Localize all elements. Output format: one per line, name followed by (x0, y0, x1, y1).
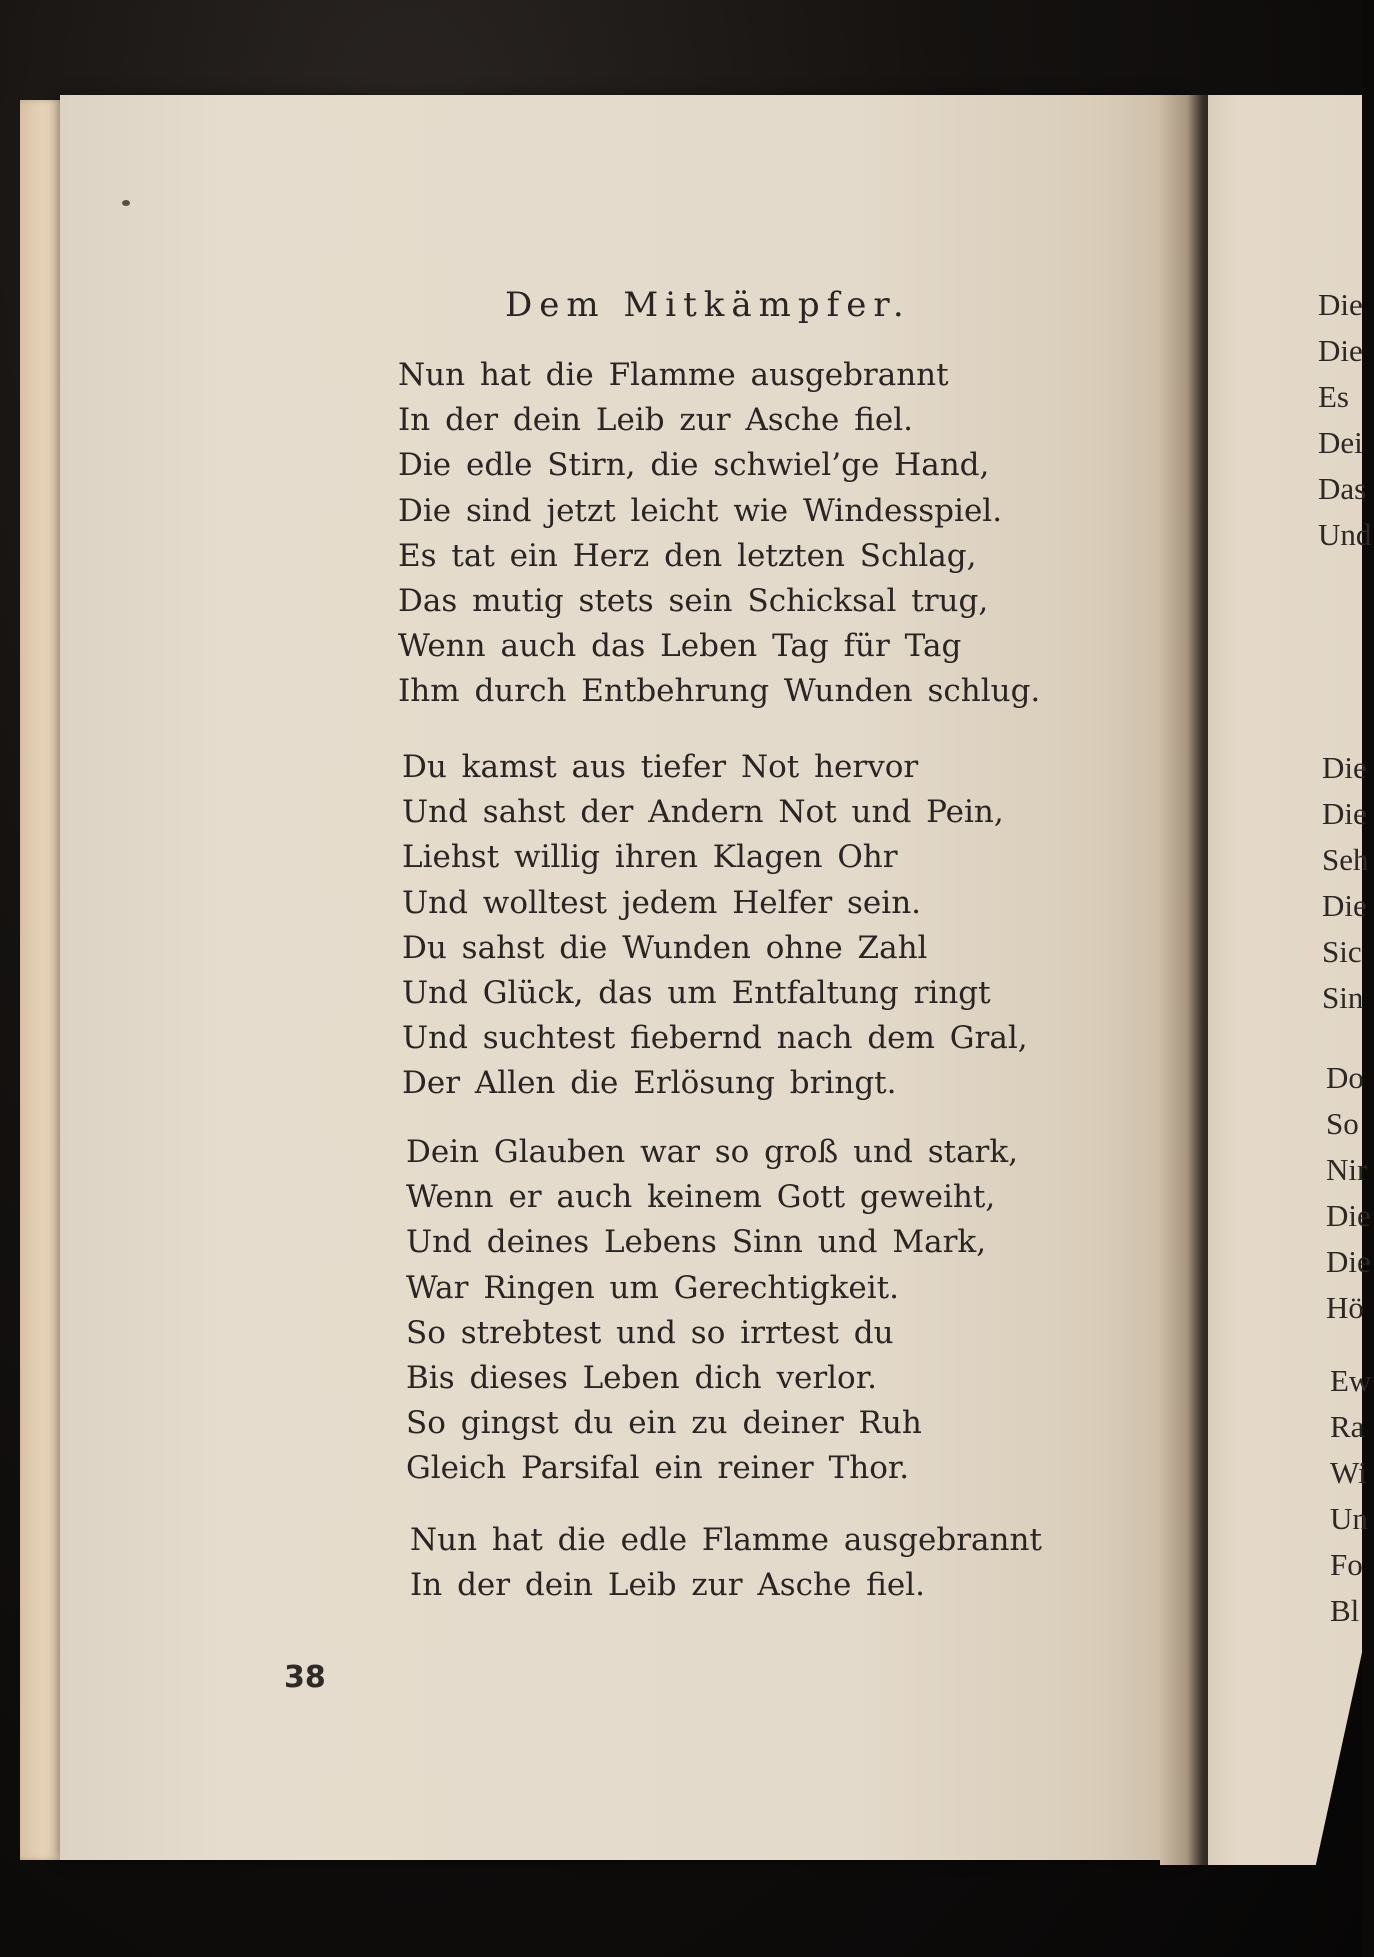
fragment-line: Ew (1330, 1363, 1372, 1398)
fragment-line: Das (1318, 471, 1367, 506)
fragment-line: Die (1322, 796, 1367, 831)
poem-line: Die edle Stirn, die schwiel’ge Hand, (398, 447, 990, 484)
fragment-line: Die (1326, 1198, 1371, 1233)
fragment-line: Fo (1330, 1547, 1363, 1582)
poem-line: Nun hat die Flamme ausgebrannt (398, 357, 949, 393)
right-page-fragment-block (1326, 1055, 1370, 1331)
stanza-1 (398, 353, 1118, 715)
fragment-line: Wi (1330, 1455, 1367, 1490)
fragment-line: Die (1318, 333, 1363, 368)
poem-line: Es tat ein Herz den letzten Schlag, (398, 537, 977, 574)
poem-line: Du kamst aus tiefer Not hervor (402, 749, 919, 785)
poem-line: Der Allen die Erlösung bringt. (402, 1065, 897, 1102)
poem-line: In der dein Leib zur Asche fiel. (398, 402, 913, 439)
poem-line: Wenn auch das Leben Tag für Tag (398, 628, 962, 665)
fragment-line: Es (1318, 379, 1349, 414)
stanza-3 (406, 1130, 1126, 1492)
poem-line: Du sahst die Wunden ohne Zahl (402, 929, 928, 966)
poem-line: Und suchtest fiebernd nach dem Gral, (402, 1020, 1028, 1057)
fragment-line: Seh (1322, 842, 1369, 877)
fragment-line: Bl (1330, 1593, 1360, 1628)
stanza-4 (410, 1518, 1130, 1608)
right-page-fragment-block (1322, 745, 1369, 1021)
poem-line: Nun hat die edle Flamme ausgebrannt (410, 1522, 1042, 1558)
stanza-2 (402, 745, 1122, 1107)
fragment-line: Die (1322, 750, 1367, 785)
fragment-line: So (1326, 1106, 1359, 1141)
poem-line: Ihm durch Entbehrung Wunden schlug. (398, 673, 1041, 710)
poem-line: Die sind jetzt leicht wie Windesspiel. (398, 492, 1003, 529)
fragment-line: Und (1318, 517, 1372, 552)
poem-line: Und sahst der Andern Not und Pein, (402, 794, 1004, 831)
poem-line: Liehst willig ihren Klagen Ohr (402, 839, 898, 876)
fragment-line: Die (1326, 1244, 1371, 1279)
fragment-line: Nir (1326, 1152, 1368, 1187)
poem-line: Bis dieses Leben dich verlor. (406, 1360, 877, 1397)
poem-line: Das mutig stets sein Schicksal trug, (398, 583, 989, 620)
fragment-line: Sic (1322, 934, 1362, 969)
ink-mark (122, 200, 130, 206)
fragment-line: Die (1322, 888, 1367, 923)
fragment-line: Hö (1326, 1290, 1364, 1325)
poem-line: So gingst du ein zu deiner Ruh (406, 1405, 922, 1442)
poem-line: Und Glück, das um Entfaltung ringt (402, 975, 991, 1012)
poem-line: In der dein Leib zur Asche fiel. (410, 1567, 925, 1604)
poem-line: Und wolltest jedem Helfer sein. (402, 884, 922, 921)
page-number: 38 (284, 1660, 326, 1695)
poem-title: Dem Mitkämpfer. (505, 285, 911, 325)
poem-line: Wenn er auch keinem Gott geweiht, (406, 1179, 996, 1216)
fragment-line: Sin (1322, 980, 1364, 1015)
fragment-line: Ra (1330, 1409, 1365, 1444)
poem-line: So strebtest und so irrtest du (406, 1314, 894, 1351)
right-page-fragment-block (1318, 282, 1372, 558)
fragment-line: Do (1326, 1060, 1364, 1095)
fragment-line: Un (1330, 1501, 1368, 1536)
poem-line: War Ringen um Gerechtigkeit. (406, 1269, 899, 1306)
poem-line: Gleich Parsifal ein reiner Thor. (406, 1450, 910, 1487)
fragment-line: Dei (1318, 425, 1363, 460)
right-page-fragment-block (1330, 1358, 1374, 1634)
fragment-line: Die (1318, 287, 1363, 322)
poem-line: Dein Glauben war so groß und stark, (406, 1134, 1019, 1170)
poem-line: Und deines Lebens Sinn und Mark, (406, 1224, 987, 1261)
